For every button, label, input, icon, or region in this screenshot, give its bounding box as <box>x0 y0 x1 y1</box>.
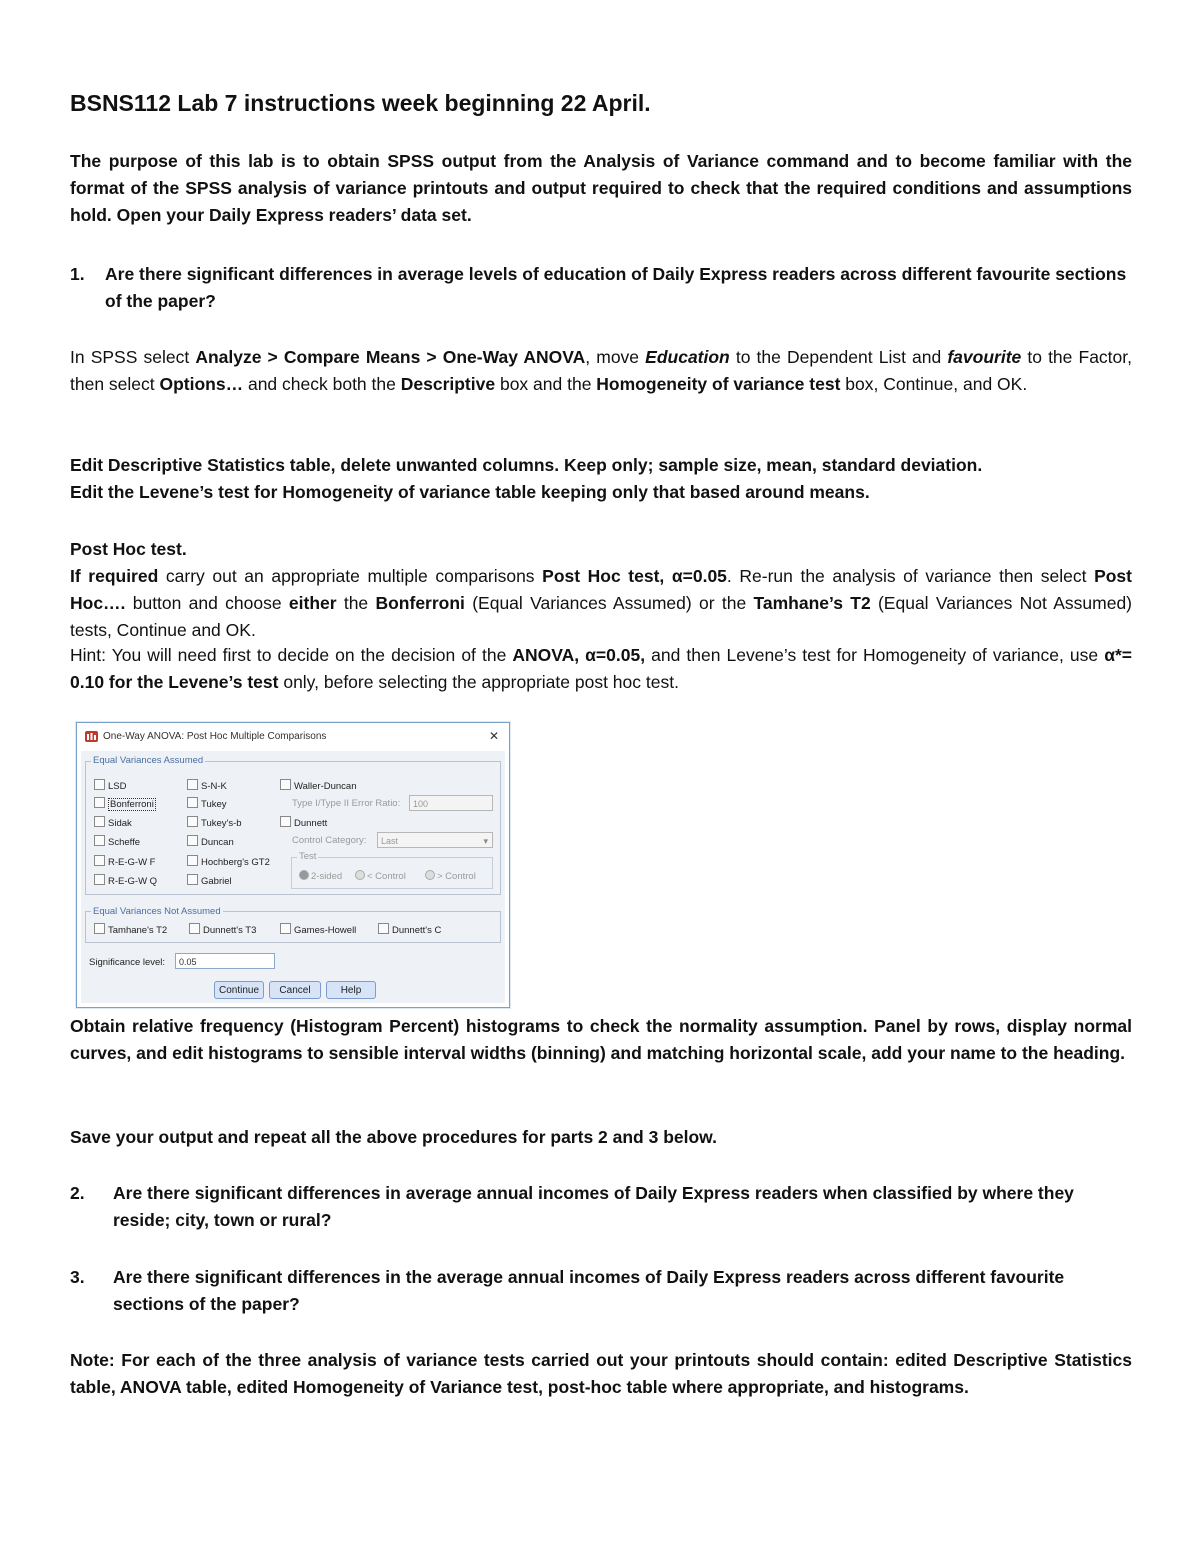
type-ratio-label: Type I/Type II Error Ratio: <box>292 798 401 809</box>
checkbox-regw-q[interactable]: R-E-G-W Q <box>94 874 157 887</box>
test-label: Test <box>299 851 317 862</box>
significance-level-input[interactable]: 0.05 <box>175 953 275 969</box>
checkbox-snk[interactable]: S-N-K <box>187 779 227 792</box>
radio-greater-control[interactable]: > Control <box>425 870 476 882</box>
checkbox-gabriel[interactable]: Gabriel <box>187 874 232 887</box>
cancel-button[interactable]: Cancel <box>269 981 321 999</box>
type-ratio-input[interactable]: 100 <box>409 795 493 811</box>
checkbox-games-howell[interactable]: Games-Howell <box>280 923 356 936</box>
checkbox-sidak[interactable]: Sidak <box>94 816 132 829</box>
question-1-number: 1. <box>70 264 85 284</box>
control-category-select[interactable]: Last ▾ <box>377 832 493 848</box>
help-button[interactable]: Help <box>326 981 376 999</box>
chevron-down-icon: ▾ <box>483 836 488 846</box>
checkbox-tamhane[interactable]: Tamhane's T2 <box>94 923 167 936</box>
page-title: BSNS112 Lab 7 instructions week beginning 22 April. <box>70 90 651 116</box>
posthoc-heading: Post Hoc test. <box>70 539 187 559</box>
checkbox-dunnett-t3[interactable]: Dunnett's T3 <box>189 923 256 936</box>
checkbox-scheffe[interactable]: Scheffe <box>94 835 140 848</box>
control-category-label: Control Category: <box>292 835 367 846</box>
dialog-titlebar <box>77 723 509 749</box>
edit-descriptive-instruction: Edit Descriptive Statistics table, delete unwanted columns. Keep only; sample size, mean, standard deviation. <box>70 455 983 475</box>
close-icon[interactable]: ✕ <box>489 729 500 743</box>
checkbox-tukey[interactable]: Tukey <box>187 797 227 810</box>
intro-paragraph: The purpose of this lab is to obtain SPSS output from the Analysis of Variance command and to become familiar with the format of the SPSS analysis of variance printouts and output required to check that the required conditions and assumptions hold. Open your Daily Express readers’ data set. <box>70 151 1132 225</box>
checkbox-waller-duncan[interactable]: Waller-Duncan <box>280 779 356 792</box>
not-equal-variances-label: Equal Variances Not Assumed <box>93 906 221 917</box>
checkbox-hochberg[interactable]: Hochberg's GT2 <box>187 855 270 868</box>
question-1-text: Are there significant differences in average levels of education of Daily Express readers across different favourite sections of the paper? <box>105 264 1127 311</box>
checkbox-tukeys-b[interactable]: Tukey's-b <box>187 816 242 829</box>
posthoc-hint: Hint: You will need first to decide on the decision of the ANOVA, α=0.05, and then Levene’s test for Homogeneity of variance, use α*= 0.10 for the Levene’s test only, before selecting the appropriate post hoc test. <box>70 645 1132 692</box>
equal-variances-label: Equal Variances Assumed <box>93 755 204 766</box>
question-2-number: 2. <box>70 1183 85 1203</box>
note-paragraph: Note: For each of the three analysis of variance tests carried out your printouts should contain: edited Descriptive Statistics table, ANOVA table, edited Homogeneity of Variance test, post-hoc table where appropriate, and histograms. <box>70 1350 1132 1397</box>
question-3-number: 3. <box>70 1267 85 1287</box>
checkbox-regw-f[interactable]: R-E-G-W F <box>94 855 156 868</box>
posthoc-dialog-screenshot <box>76 722 510 1008</box>
histogram-instructions: Obtain relative frequency (Histogram Percent) histograms to check the normality assumption. Panel by rows, display normal curves, and edit histograms to sensible interval widths (binning) and matching horizontal scale, add your name to the heading. <box>70 1016 1132 1063</box>
spss-instructions: In SPSS select Analyze > Compare Means > One-Way ANOVA, move Education to the Dependent List and favourite to the Factor, then select Options… and check both the Descriptive box and the Homogeneity of variance test box, Continue, and OK. <box>70 347 1132 394</box>
question-3-text: Are there significant differences in the average annual incomes of Daily Express readers across different favourite sections of the paper? <box>113 1267 1065 1314</box>
save-instruction: Save your output and repeat all the above procedures for parts 2 and 3 below. <box>70 1127 718 1147</box>
question-2-text: Are there significant differences in average annual incomes of Daily Express readers when classified by where they reside; city, town or rural? <box>113 1183 1074 1230</box>
edit-levene-instruction: Edit the Levene’s test for Homogeneity of variance table keeping only that based around means. <box>70 482 870 502</box>
spss-app-icon <box>85 730 98 743</box>
continue-button[interactable]: Continue <box>214 981 264 999</box>
checkbox-lsd[interactable]: LSD <box>94 779 126 792</box>
significance-level-label: Significance level: <box>89 957 166 968</box>
checkbox-dunnett[interactable]: Dunnett <box>280 816 327 829</box>
dialog-title: One-Way ANOVA: Post Hoc Multiple Comparisons <box>103 731 327 742</box>
radio-two-sided[interactable]: 2-sided <box>299 870 342 882</box>
checkbox-bonferroni[interactable]: Bonferroni <box>94 797 156 810</box>
checkbox-dunnett-c[interactable]: Dunnett's C <box>378 923 441 936</box>
radio-less-control[interactable]: < Control <box>355 870 406 882</box>
dialog-body <box>81 751 505 1003</box>
posthoc-instructions: If required carry out an appropriate multiple comparisons Post Hoc test, α=0.05. Re-run the analysis of variance then select Post Hoc…. button and choose either the Bonferroni (Equal Variances Assumed) or the Tamhane’s T2 (Equal Variances Not Assumed) tests, Continue and OK. <box>70 566 1133 640</box>
checkbox-duncan[interactable]: Duncan <box>187 835 234 848</box>
